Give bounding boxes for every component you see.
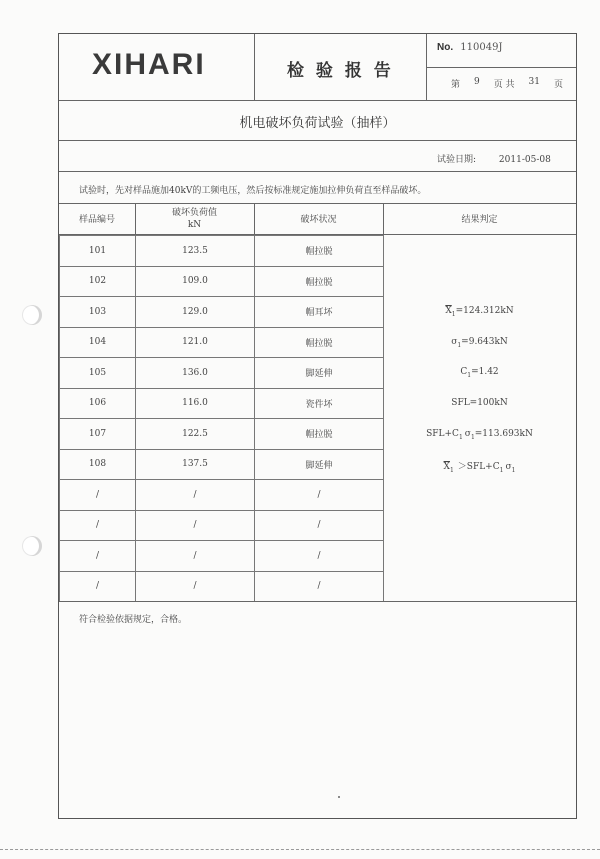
ink-dot bbox=[338, 796, 340, 798]
load-cell: 116.0 bbox=[135, 388, 255, 420]
c-symbol: C bbox=[460, 367, 468, 377]
cmp-relation: ＞SFL+C bbox=[457, 462, 500, 472]
cmp-mean-subscript: 1 bbox=[449, 466, 454, 474]
sample-no-cell: 101 bbox=[59, 235, 136, 267]
header-load-line2: kN bbox=[187, 219, 202, 230]
rule-after-date bbox=[59, 171, 576, 172]
header-status: 破坏状况 bbox=[300, 215, 337, 225]
page-counter bbox=[451, 77, 563, 90]
page-mid: 页 共 bbox=[493, 80, 515, 90]
status-cell: 瓷件坏 bbox=[254, 388, 384, 420]
header-sample-no: 样品编号 bbox=[78, 215, 115, 225]
sfl-c-subscript: 1 bbox=[458, 433, 463, 441]
result-comparison bbox=[383, 459, 576, 474]
header-result: 结果判定 bbox=[461, 215, 498, 225]
c-subscript: 1 bbox=[467, 371, 472, 379]
mean-symbol: $\overline{X}$ bbox=[445, 306, 452, 316]
sample-no-cell: / bbox=[59, 571, 136, 603]
load-cell: 137.5 bbox=[135, 449, 255, 481]
status-cell: 脚延伸 bbox=[254, 449, 384, 481]
status-cell: / bbox=[254, 479, 384, 511]
sample-no-cell: / bbox=[59, 479, 136, 511]
status-cell: 帽拉脱 bbox=[254, 327, 384, 359]
test-name: 机电破坏负荷试验（抽样） bbox=[239, 116, 396, 131]
sample-no-cell: 103 bbox=[59, 296, 136, 328]
company-logo: XIHARI bbox=[92, 48, 206, 81]
cmp-mean-symbol: $\overline{X}$ bbox=[443, 462, 450, 472]
page-total: 31 bbox=[528, 77, 540, 87]
load-cell: / bbox=[135, 479, 255, 511]
table-bottom-rule bbox=[59, 601, 576, 602]
cmp-sigma-subscript: 1 bbox=[511, 466, 516, 474]
load-cell: 136.0 bbox=[135, 357, 255, 389]
report-number-label: No. bbox=[437, 42, 454, 53]
status-cell: 帽拉脱 bbox=[254, 235, 384, 267]
conclusion: 符合检验依据规定，合格。 bbox=[79, 615, 188, 625]
cmp-c-subscript: 1 bbox=[499, 466, 504, 474]
status-cell: / bbox=[254, 510, 384, 542]
result-c bbox=[383, 367, 576, 379]
rule-after-header bbox=[59, 100, 576, 101]
page-suffix: 页 bbox=[553, 80, 563, 90]
header-load-line1: 破坏负荷值 bbox=[171, 207, 217, 218]
punch-hole-top bbox=[22, 305, 42, 325]
report-number-value: 110049J bbox=[460, 42, 503, 53]
status-cell: 帽拉脱 bbox=[254, 418, 384, 450]
test-description: 试验时，先对样品施加40kV的工频电压，然后按标准规定施加拉伸负荷直至样品破坏。 bbox=[79, 186, 427, 196]
status-cell: 帽耳坏 bbox=[254, 296, 384, 328]
sample-no-cell: 102 bbox=[59, 266, 136, 298]
sample-no-cell: 104 bbox=[59, 327, 136, 359]
sample-no-cell: 106 bbox=[59, 388, 136, 420]
sigma-value: =9.643kN bbox=[461, 337, 508, 347]
rule-after-test-name bbox=[59, 140, 576, 141]
sample-no-cell: 105 bbox=[59, 357, 136, 389]
punch-hole-bottom bbox=[22, 536, 42, 556]
load-cell: / bbox=[135, 571, 255, 603]
load-cell: / bbox=[135, 540, 255, 572]
page-bottom-edge bbox=[0, 849, 600, 850]
test-date-value: 2011-05-08 bbox=[498, 155, 551, 165]
sigma-subscript: 1 bbox=[457, 341, 462, 349]
sample-no-cell: 108 bbox=[59, 449, 136, 481]
sample-no-cell: / bbox=[59, 510, 136, 542]
page-prefix: 第 bbox=[451, 80, 461, 90]
header-load bbox=[135, 203, 254, 234]
c-value: =1.42 bbox=[471, 367, 499, 377]
sfl-c-value: =113.693kN bbox=[474, 429, 533, 439]
sample-no-cell: / bbox=[59, 540, 136, 572]
test-date-row bbox=[437, 152, 551, 165]
page-number: 9 bbox=[473, 77, 480, 87]
sample-no-cell: 107 bbox=[59, 418, 136, 450]
cmp-sigma: σ bbox=[505, 462, 512, 472]
report-number-row bbox=[437, 42, 502, 53]
header-divider-1 bbox=[254, 34, 255, 100]
load-cell: 129.0 bbox=[135, 296, 255, 328]
load-cell: 122.5 bbox=[135, 418, 255, 450]
mean-subscript: 1 bbox=[451, 310, 456, 318]
status-cell: 脚延伸 bbox=[254, 357, 384, 389]
sfl-c-prefix: SFL+C bbox=[426, 429, 459, 439]
result-sigma bbox=[383, 337, 576, 349]
report-title: 检 验 报 告 bbox=[287, 61, 394, 81]
result-sfl-c-sigma bbox=[383, 429, 576, 441]
result-sfl: SFL=100kN bbox=[451, 398, 508, 408]
status-cell: / bbox=[254, 571, 384, 603]
status-cell: 帽拉脱 bbox=[254, 266, 384, 298]
load-cell: 123.5 bbox=[135, 235, 255, 267]
status-cell: / bbox=[254, 540, 384, 572]
load-cell: / bbox=[135, 510, 255, 542]
header-right-split bbox=[426, 67, 576, 68]
sigma-symbol: σ bbox=[451, 337, 458, 347]
sfl-c-sigma-subscript: 1 bbox=[470, 433, 475, 441]
result-mean bbox=[383, 306, 576, 318]
load-cell: 121.0 bbox=[135, 327, 255, 359]
mean-value: =124.312kN bbox=[455, 306, 514, 316]
sfl-c-sigma: σ bbox=[464, 429, 471, 439]
load-cell: 109.0 bbox=[135, 266, 255, 298]
test-date-label: 试验日期: bbox=[437, 155, 477, 165]
